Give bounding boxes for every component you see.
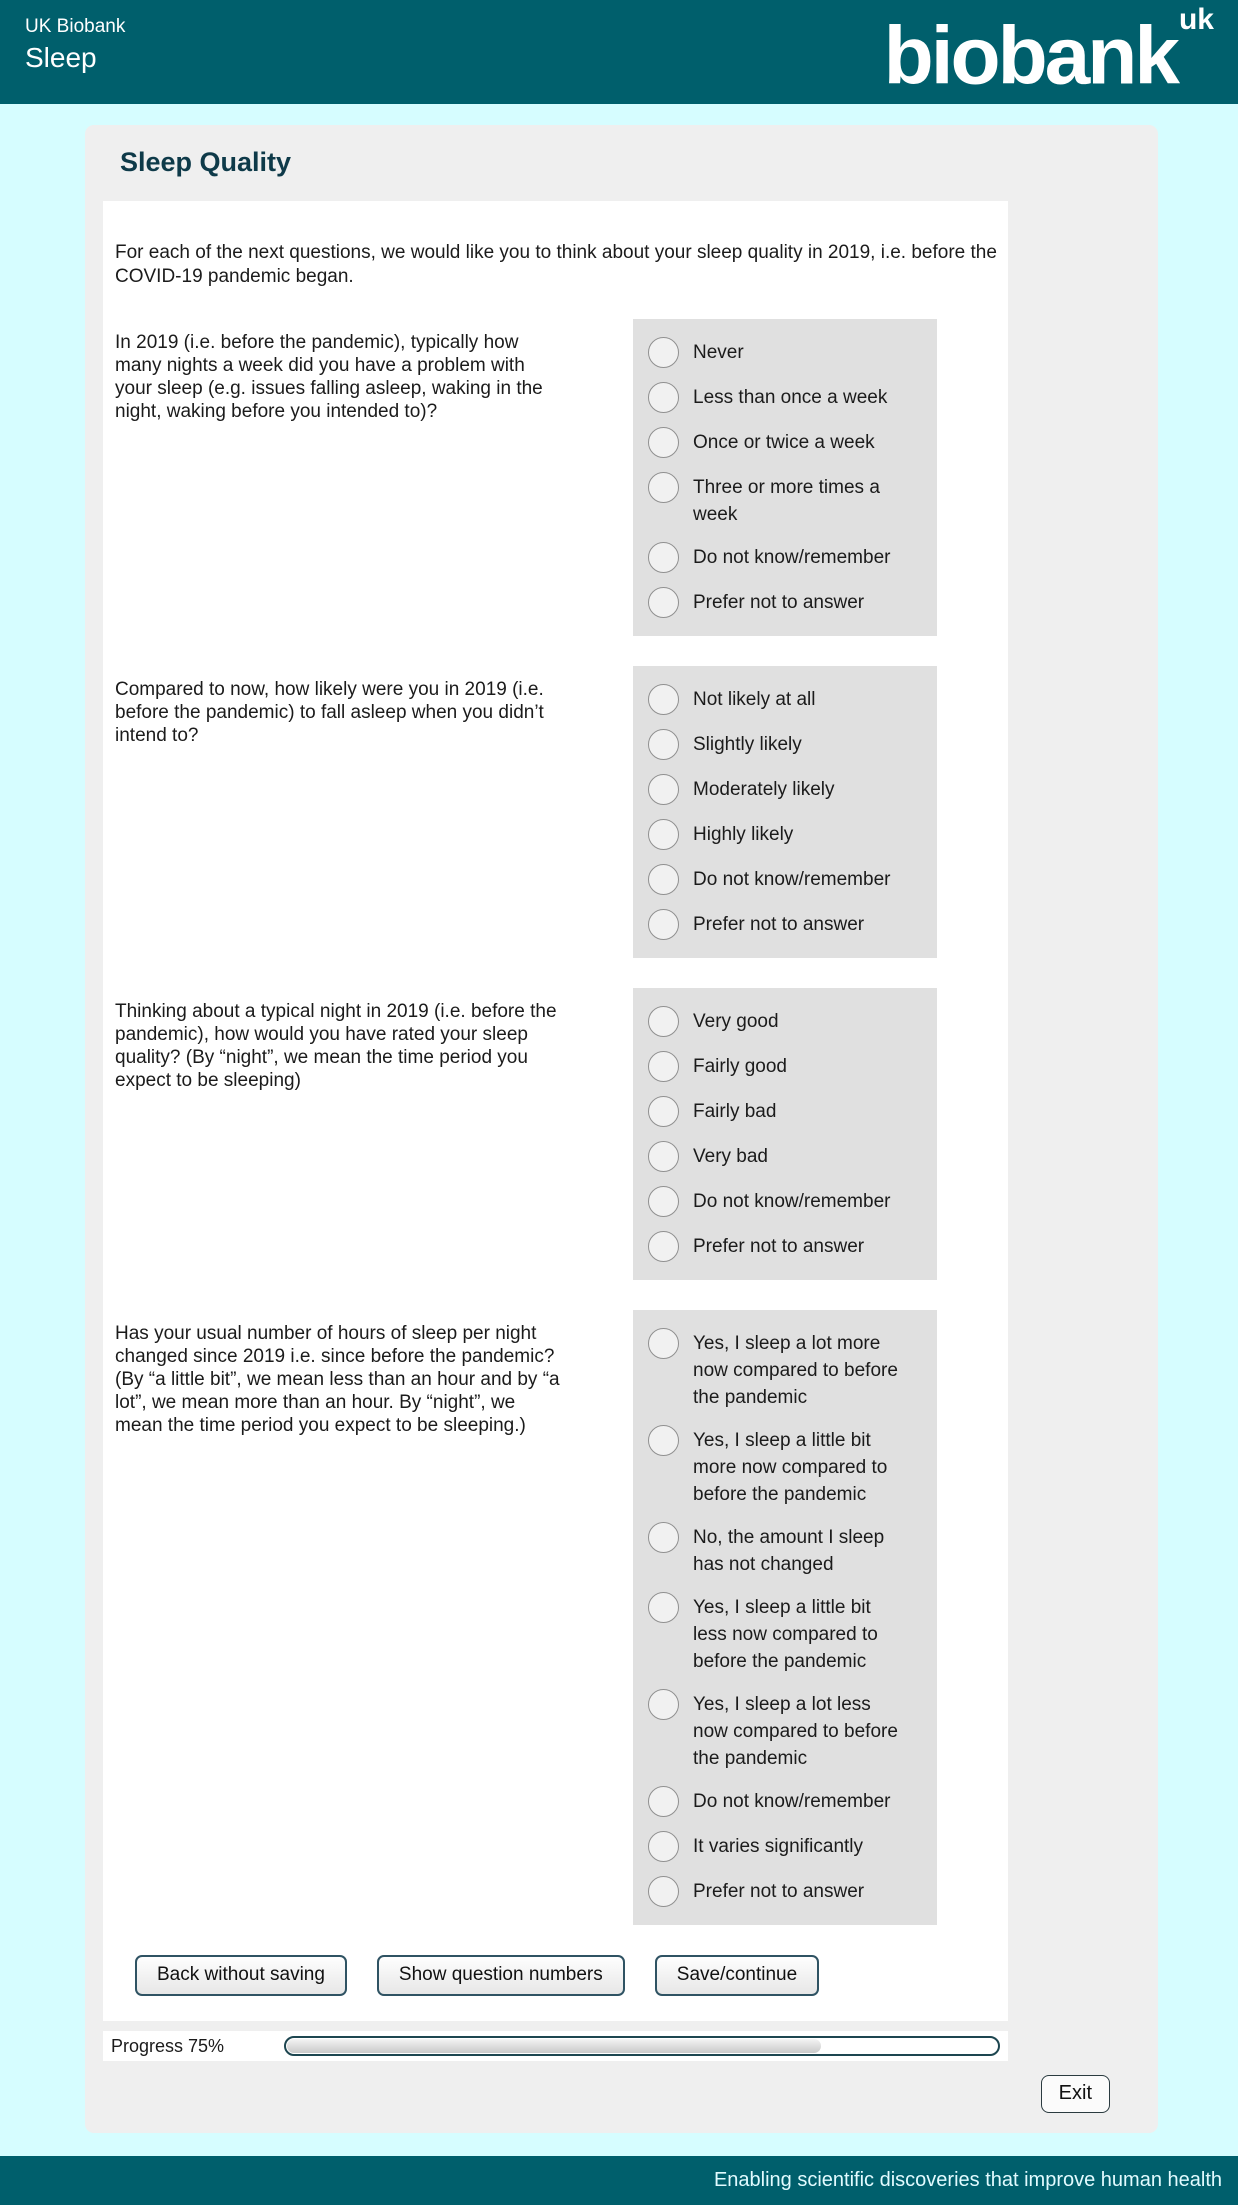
radio-button-icon[interactable] — [648, 909, 679, 940]
option-row[interactable] — [648, 774, 919, 805]
option-row[interactable] — [648, 1186, 919, 1217]
option-row[interactable] — [648, 1425, 919, 1508]
option-row[interactable] — [648, 909, 919, 940]
progress-label: Progress 75% — [111, 2035, 225, 2056]
option-label: Do not know/remember — [693, 547, 891, 568]
radio-button-icon[interactable] — [648, 684, 679, 715]
option-label: Slightly likely — [693, 734, 802, 755]
option-row[interactable] — [648, 1051, 919, 1082]
option-row[interactable] — [648, 427, 919, 458]
radio-button-icon[interactable] — [648, 1522, 679, 1553]
radio-button-icon[interactable] — [648, 864, 679, 895]
option-label: Fairly bad — [693, 1101, 777, 1122]
option-row[interactable] — [648, 1141, 919, 1172]
options-group — [633, 988, 937, 1280]
option-row[interactable] — [648, 587, 919, 618]
radio-button-icon[interactable] — [648, 1425, 679, 1456]
option-label: Do not know/remember — [693, 1191, 891, 1212]
question-row — [115, 1310, 1008, 1925]
option-label: Do not know/remember — [693, 869, 891, 890]
option-label: Yes, I sleep a lot more now compared to before the pandemic — [693, 1333, 898, 1408]
radio-button-icon[interactable] — [648, 1006, 679, 1037]
radio-button-icon[interactable] — [648, 587, 679, 618]
question-row — [115, 988, 1008, 1280]
option-row[interactable] — [648, 1786, 919, 1817]
exit-button[interactable]: Exit — [1041, 2075, 1110, 2113]
option-label: Once or twice a week — [693, 432, 875, 453]
radio-button-icon[interactable] — [648, 819, 679, 850]
option-row[interactable] — [648, 864, 919, 895]
radio-button-icon[interactable] — [648, 542, 679, 573]
options-group — [633, 1310, 937, 1925]
option-row[interactable] — [648, 684, 919, 715]
option-row[interactable] — [648, 382, 919, 413]
radio-button-icon[interactable] — [648, 1786, 679, 1817]
option-row[interactable] — [648, 472, 919, 528]
option-row[interactable] — [648, 1689, 919, 1772]
question-text: In 2019 (i.e. before the pandemic), typically how many nights a week did you have a problem with your sleep (e.g. issues falling asleep, waking in the night, waking before you intended to)? — [115, 332, 543, 422]
option-row[interactable] — [648, 1231, 919, 1262]
option-label: Less than once a week — [693, 387, 888, 408]
question-list — [115, 319, 1008, 1925]
option-label: Highly likely — [693, 824, 794, 845]
option-label: Prefer not to answer — [693, 592, 865, 613]
option-label: Fairly good — [693, 1056, 787, 1077]
question-text: Has your usual number of hours of sleep per night changed since 2019 i.e. since before the pandemic? (By “a little bit”, we mean less than an hour and by “a lot”, we mean more than an hour. By “night”, we mean the time period you expect to be sleeping.) — [115, 1323, 560, 1436]
org-name: UK Biobank — [25, 16, 126, 37]
action-button-row — [135, 1955, 1008, 1996]
question-text: Thinking about a typical night in 2019 (i.e. before the pandemic), how would you have rated your sleep quality? (By “night”, we mean the time period you expect to be sleeping) — [115, 1001, 557, 1091]
radio-button-icon[interactable] — [648, 1831, 679, 1862]
option-row[interactable] — [648, 337, 919, 368]
radio-button-icon[interactable] — [648, 729, 679, 760]
option-row[interactable] — [648, 729, 919, 760]
option-label: Yes, I sleep a lot less now compared to before the pandemic — [693, 1694, 898, 1769]
question-row — [115, 666, 1008, 958]
radio-button-icon[interactable] — [648, 1876, 679, 1907]
question-row — [115, 319, 1008, 636]
radio-button-icon[interactable] — [648, 427, 679, 458]
options-group — [633, 666, 937, 958]
option-row[interactable] — [648, 542, 919, 573]
radio-button-icon[interactable] — [648, 1592, 679, 1623]
option-label: Very bad — [693, 1146, 768, 1167]
option-row[interactable] — [648, 1831, 919, 1862]
option-label: Not likely at all — [693, 689, 816, 710]
radio-button-icon[interactable] — [648, 1231, 679, 1262]
app-title: Sleep — [25, 42, 97, 73]
option-label: Never — [693, 342, 744, 363]
option-label: Moderately likely — [693, 779, 835, 800]
option-row[interactable] — [648, 1876, 919, 1907]
question-text: Compared to now, how likely were you in 2019 (i.e. before the pandemic) to fall asleep when you didn’t intend to? — [115, 679, 544, 746]
footer-bar — [0, 2156, 1238, 2205]
options-group — [633, 319, 937, 636]
back-without-saving-button[interactable]: Back without saving — [135, 1955, 347, 1996]
progress-fill — [287, 2039, 821, 2053]
header-bar — [0, 0, 1238, 104]
radio-button-icon[interactable] — [648, 1689, 679, 1720]
radio-button-icon[interactable] — [648, 1328, 679, 1359]
radio-button-icon[interactable] — [648, 337, 679, 368]
option-label: Yes, I sleep a little bit more now compared to before the pandemic — [693, 1430, 888, 1505]
option-row[interactable] — [648, 1096, 919, 1127]
option-label: Prefer not to answer — [693, 1881, 865, 1902]
progress-row — [103, 2031, 1008, 2061]
questionnaire-card — [85, 125, 1158, 2133]
intro-text: For each of the next questions, we would like you to think about your sleep quality in 2019, i.e. before the COVID-19 pandemic began. — [115, 242, 997, 287]
option-row[interactable] — [648, 819, 919, 850]
option-row[interactable] — [648, 1006, 919, 1037]
radio-button-icon[interactable] — [648, 1096, 679, 1127]
show-question-numbers-button[interactable]: Show question numbers — [377, 1955, 625, 1996]
page-title: Sleep Quality — [120, 147, 292, 177]
biobank-logo — [884, 0, 1212, 104]
footer-tagline: Enabling scientific discoveries that improve human health — [713, 2169, 1222, 2191]
exit-row — [85, 2075, 1110, 2113]
save-continue-button[interactable]: Save/continue — [655, 1955, 819, 1996]
radio-button-icon[interactable] — [648, 774, 679, 805]
option-label: Do not know/remember — [693, 1791, 891, 1812]
biobank-logo-uk: uk — [1178, 3, 1214, 36]
option-label: Very good — [693, 1011, 779, 1032]
radio-button-icon[interactable] — [648, 1051, 679, 1082]
option-label: Three or more times a week — [693, 477, 880, 525]
option-label: Prefer not to answer — [693, 914, 865, 935]
radio-button-icon[interactable] — [648, 382, 679, 413]
question-panel — [103, 201, 1008, 2021]
radio-button-icon[interactable] — [648, 1141, 679, 1172]
progress-bar — [284, 2036, 1000, 2056]
biobank-logo-text: biobank — [883, 10, 1177, 102]
option-label: Yes, I sleep a little bit less now compared to before the pandemic — [693, 1597, 878, 1672]
option-row[interactable] — [648, 1592, 919, 1675]
option-row[interactable] — [648, 1328, 919, 1411]
option-label: It varies significantly — [693, 1836, 864, 1857]
option-label: No, the amount I sleep has not changed — [693, 1527, 885, 1575]
option-row[interactable] — [648, 1522, 919, 1578]
option-label: Prefer not to answer — [693, 1236, 865, 1257]
radio-button-icon[interactable] — [648, 1186, 679, 1217]
radio-button-icon[interactable] — [648, 472, 679, 503]
